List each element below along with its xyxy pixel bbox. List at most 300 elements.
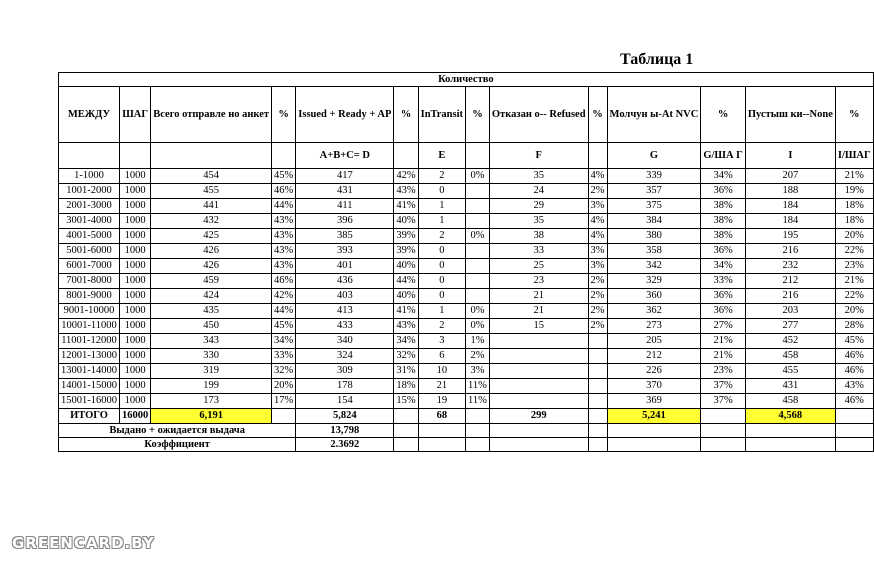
table-cell: 21%: [701, 334, 746, 349]
total-label: ИТОГО: [59, 409, 120, 424]
table-cell: 15%: [394, 394, 418, 409]
table-cell: 21%: [835, 274, 873, 289]
table-cell: 45%: [272, 169, 296, 184]
table-cell: 1000: [120, 169, 151, 184]
col-header-pct3: %: [466, 87, 490, 143]
table-cell: 42%: [272, 289, 296, 304]
table-cell: 458: [745, 349, 835, 364]
table-cell: 21%: [701, 349, 746, 364]
table-cell: 34%: [394, 334, 418, 349]
table-cell: 11001-12000: [59, 334, 120, 349]
table-cell: 33%: [701, 274, 746, 289]
subheader-empty: [588, 143, 607, 169]
table-cell: 1001-2000: [59, 184, 120, 199]
table-cell: 450: [151, 319, 272, 334]
table-cell: 0%: [466, 304, 490, 319]
table-cell: 22%: [835, 244, 873, 259]
col-header-refused: Отказан о-- Refused: [489, 87, 588, 143]
subheader-empty-pct: I/ШАГ: [835, 143, 873, 169]
summary-blank: [607, 438, 701, 452]
table-cell: 1000: [120, 349, 151, 364]
table-cell: 4001-5000: [59, 229, 120, 244]
subheader-empty: [466, 143, 490, 169]
table-cell: 384: [607, 214, 701, 229]
summary-blank: [418, 438, 465, 452]
summary-label: Коэффициент: [59, 438, 296, 452]
table-cell: 43%: [394, 319, 418, 334]
col-header-intransit: InTransit: [418, 87, 465, 143]
summary-value: 2.3692: [296, 438, 394, 452]
table-cell: 8001-9000: [59, 289, 120, 304]
table-cell: 413: [296, 304, 394, 319]
table-cell: 277: [745, 319, 835, 334]
subheader-silent: G: [607, 143, 701, 169]
table-cell: 23%: [835, 259, 873, 274]
table-cell: 36%: [701, 184, 746, 199]
table-row: [59, 229, 874, 244]
table-cell: 4%: [588, 214, 607, 229]
table-cell: 12001-13000: [59, 349, 120, 364]
subheader-issued: A+B+C= D: [296, 143, 394, 169]
table-cell: 195: [745, 229, 835, 244]
table-cell: 232: [745, 259, 835, 274]
subheader-silent-pct: G/ША Г: [701, 143, 746, 169]
table-cell: 3%: [588, 199, 607, 214]
col-header-pct6: %: [835, 87, 873, 143]
table-cell: 380: [607, 229, 701, 244]
subheader-empty: [394, 143, 418, 169]
table-cell: 212: [607, 349, 701, 364]
total-blank: [835, 409, 873, 424]
col-header-sent: Всего отправле но анкет: [151, 87, 272, 143]
table-cell: 342: [607, 259, 701, 274]
summary-blank: [701, 438, 746, 452]
table-cell: 38%: [701, 214, 746, 229]
table-cell: 375: [607, 199, 701, 214]
table-cell: 199: [151, 379, 272, 394]
table-row: [59, 289, 874, 304]
table-cell: 3%: [588, 259, 607, 274]
total-empty-count: 4,568: [745, 409, 835, 424]
table-cell: [489, 394, 588, 409]
subheader-intransit: E: [418, 143, 465, 169]
table-cell: 43%: [272, 244, 296, 259]
table-cell: 10001-11000: [59, 319, 120, 334]
summary-blank: [745, 438, 835, 452]
summary-blank: [394, 438, 418, 452]
summary-value: 13,798: [296, 424, 394, 438]
summary-blank: [835, 424, 873, 438]
table-cell: 1000: [120, 394, 151, 409]
table-cell: 2%: [588, 304, 607, 319]
table-cell: 6: [418, 349, 465, 364]
table-cell: 46%: [835, 349, 873, 364]
table-row: [59, 304, 874, 319]
table-cell: 29: [489, 199, 588, 214]
table-row: [59, 259, 874, 274]
table-cell: 184: [745, 214, 835, 229]
table-cell: [489, 334, 588, 349]
table-cell: [588, 379, 607, 394]
table-cell: 441: [151, 199, 272, 214]
table-cell: 431: [296, 184, 394, 199]
table-cell: 43%: [272, 259, 296, 274]
table-cell: 41%: [394, 304, 418, 319]
table-cell: 0%: [466, 169, 490, 184]
table-cell: 188: [745, 184, 835, 199]
table-cell: [466, 184, 490, 199]
table-cell: 4%: [588, 229, 607, 244]
table-cell: 21: [418, 379, 465, 394]
table-cell: 43%: [272, 214, 296, 229]
subheader-empty: [59, 143, 120, 169]
table-cell: 1: [418, 214, 465, 229]
table-cell: 2%: [588, 274, 607, 289]
table-cell: 426: [151, 259, 272, 274]
table-cell: 21: [489, 304, 588, 319]
table-cell: 15: [489, 319, 588, 334]
table-cell: 44%: [272, 304, 296, 319]
col-header-range: МЕЖДУ: [59, 87, 120, 143]
table-row: [59, 199, 874, 214]
table-cell: 23: [489, 274, 588, 289]
table-cell: 216: [745, 244, 835, 259]
table-cell: 45%: [272, 319, 296, 334]
summary-blank: [701, 424, 746, 438]
table-row: [59, 274, 874, 289]
table-cell: 324: [296, 349, 394, 364]
table-cell: 33: [489, 244, 588, 259]
table-cell: 11%: [466, 379, 490, 394]
table-cell: 309: [296, 364, 394, 379]
table-cell: 40%: [394, 259, 418, 274]
table-cell: 19%: [835, 184, 873, 199]
summary-blank: [588, 438, 607, 452]
table-cell: 17%: [272, 394, 296, 409]
table-cell: 5001-6000: [59, 244, 120, 259]
col-header-pct1: %: [272, 87, 296, 143]
table-row: [59, 394, 874, 409]
table-cell: 403: [296, 289, 394, 304]
table-cell: 36%: [701, 289, 746, 304]
table-cell: 39%: [394, 244, 418, 259]
table-cell: 38%: [701, 199, 746, 214]
table-cell: 424: [151, 289, 272, 304]
table-cell: 455: [745, 364, 835, 379]
table-cell: 1000: [120, 229, 151, 244]
table-cell: 34%: [272, 334, 296, 349]
table-cell: 396: [296, 214, 394, 229]
summary-blank: [394, 424, 418, 438]
table-cell: 1000: [120, 319, 151, 334]
table-cell: 1: [418, 199, 465, 214]
table-cell: 25: [489, 259, 588, 274]
table-cell: 1000: [120, 259, 151, 274]
total-silent: 5,241: [607, 409, 701, 424]
table-cell: 45%: [835, 334, 873, 349]
table-cell: 0%: [466, 229, 490, 244]
table-cell: 7001-8000: [59, 274, 120, 289]
table-cell: 1%: [466, 334, 490, 349]
table-cell: 21%: [835, 169, 873, 184]
table-cell: 20%: [835, 229, 873, 244]
table-cell: 454: [151, 169, 272, 184]
summary-blank: [489, 424, 588, 438]
table-cell: 4%: [588, 169, 607, 184]
table-cell: 43%: [835, 379, 873, 394]
table-cell: 37%: [701, 394, 746, 409]
table-cell: 184: [745, 199, 835, 214]
table-cell: 2: [418, 229, 465, 244]
table-cell: [466, 274, 490, 289]
table-cell: 370: [607, 379, 701, 394]
table-cell: [489, 349, 588, 364]
table-cell: [489, 379, 588, 394]
table-cell: 360: [607, 289, 701, 304]
col-header-pct4: %: [588, 87, 607, 143]
col-header-empty: Пустыш ки--None: [745, 87, 835, 143]
table-cell: 18%: [394, 379, 418, 394]
table-cell: 46%: [272, 184, 296, 199]
table-cell: 38: [489, 229, 588, 244]
table-cell: 2: [418, 169, 465, 184]
table-cell: 15001-16000: [59, 394, 120, 409]
table-row: [59, 364, 874, 379]
table-cell: 36%: [701, 304, 746, 319]
table-cell: 2001-3000: [59, 199, 120, 214]
table-cell: 1000: [120, 379, 151, 394]
table-cell: 432: [151, 214, 272, 229]
subheader-empty: [272, 143, 296, 169]
table-cell: 393: [296, 244, 394, 259]
summary-blank: [835, 438, 873, 452]
table-cell: 1-1000: [59, 169, 120, 184]
table-cell: 3%: [588, 244, 607, 259]
table-cell: 6001-7000: [59, 259, 120, 274]
table-cell: 1000: [120, 289, 151, 304]
table-cell: 3: [418, 334, 465, 349]
table-cell: 18%: [835, 214, 873, 229]
table-cell: 411: [296, 199, 394, 214]
total-empty: [466, 409, 490, 424]
table-cell: 13001-14000: [59, 364, 120, 379]
table-cell: [588, 394, 607, 409]
table-cell: 34%: [701, 259, 746, 274]
table-cell: 339: [607, 169, 701, 184]
table-cell: 0: [418, 259, 465, 274]
table-title: Таблица 1: [620, 51, 694, 68]
table-cell: 0: [418, 184, 465, 199]
total-empty: [394, 409, 418, 424]
table-cell: 39%: [394, 229, 418, 244]
table-cell: 452: [745, 334, 835, 349]
table-cell: 37%: [701, 379, 746, 394]
table-cell: 11%: [466, 394, 490, 409]
table-cell: 0: [418, 274, 465, 289]
col-header-pct2: %: [394, 87, 418, 143]
total-row: [59, 409, 874, 424]
table-cell: 369: [607, 394, 701, 409]
table-cell: 44%: [394, 274, 418, 289]
table-cell: 31%: [394, 364, 418, 379]
table-cell: 173: [151, 394, 272, 409]
summary-blank: [466, 424, 490, 438]
table-cell: 22%: [835, 289, 873, 304]
summary-row: [59, 424, 874, 438]
table-cell: 1000: [120, 334, 151, 349]
table-cell: 319: [151, 364, 272, 379]
table-cell: 425: [151, 229, 272, 244]
table-cell: [466, 244, 490, 259]
table-cell: 1000: [120, 199, 151, 214]
subheader-empty: [151, 143, 272, 169]
table-row: [59, 334, 874, 349]
total-refused: 299: [489, 409, 588, 424]
total-sent: 6,191: [151, 409, 272, 424]
table-cell: 2: [418, 319, 465, 334]
table-cell: 18%: [835, 199, 873, 214]
table-cell: 2%: [588, 184, 607, 199]
table-cell: 458: [745, 394, 835, 409]
table-cell: 329: [607, 274, 701, 289]
col-header-step: ШАГ: [120, 87, 151, 143]
table-cell: 2%: [588, 319, 607, 334]
total-step: 16000: [120, 409, 151, 424]
table-cell: 38%: [701, 229, 746, 244]
table-cell: 2%: [588, 289, 607, 304]
table-row: [59, 214, 874, 229]
table-cell: 216: [745, 289, 835, 304]
total-intransit: 68: [418, 409, 465, 424]
table-cell: 205: [607, 334, 701, 349]
total-empty: [272, 409, 296, 424]
table-cell: 1000: [120, 274, 151, 289]
table-cell: 1000: [120, 304, 151, 319]
table-cell: 431: [745, 379, 835, 394]
table-cell: 435: [151, 304, 272, 319]
table-cell: 40%: [394, 289, 418, 304]
table-cell: 36%: [701, 244, 746, 259]
table-row: [59, 244, 874, 259]
table-cell: 41%: [394, 199, 418, 214]
table-cell: 226: [607, 364, 701, 379]
table-cell: 24: [489, 184, 588, 199]
table-cell: 14001-15000: [59, 379, 120, 394]
table-cell: 3001-4000: [59, 214, 120, 229]
table-cell: [466, 259, 490, 274]
table-cell: 1000: [120, 244, 151, 259]
table-cell: 340: [296, 334, 394, 349]
total-empty: [588, 409, 607, 424]
table-cell: 1000: [120, 364, 151, 379]
table-cell: [466, 214, 490, 229]
table-cell: 40%: [394, 214, 418, 229]
table-cell: 32%: [394, 349, 418, 364]
table-cell: 21: [489, 289, 588, 304]
table-row: [59, 319, 874, 334]
table-cell: 42%: [394, 169, 418, 184]
table-cell: 330: [151, 349, 272, 364]
table-cell: 1: [418, 304, 465, 319]
table-row: [59, 379, 874, 394]
table-cell: 33%: [272, 349, 296, 364]
table-cell: 44%: [272, 199, 296, 214]
table-cell: 27%: [701, 319, 746, 334]
summary-blank: [418, 424, 465, 438]
table-cell: 1000: [120, 184, 151, 199]
subheader-empty-col: I: [745, 143, 835, 169]
table-cell: 401: [296, 259, 394, 274]
table-cell: 1000: [120, 214, 151, 229]
table-cell: 433: [296, 319, 394, 334]
table-cell: [588, 334, 607, 349]
summary-blank: [745, 424, 835, 438]
table-cell: 46%: [835, 394, 873, 409]
table-cell: [489, 364, 588, 379]
table-cell: 19: [418, 394, 465, 409]
table-cell: 358: [607, 244, 701, 259]
table-cell: 426: [151, 244, 272, 259]
table-cell: 212: [745, 274, 835, 289]
table-cell: 32%: [272, 364, 296, 379]
table-cell: 2%: [466, 349, 490, 364]
table-cell: 35: [489, 214, 588, 229]
subheader-empty: [120, 143, 151, 169]
table-cell: 459: [151, 274, 272, 289]
col-header-silent: Молчун ы-At NVC: [607, 87, 701, 143]
table-cell: 0: [418, 244, 465, 259]
summary-blank: [489, 438, 588, 452]
table-cell: 362: [607, 304, 701, 319]
table-cell: 3%: [466, 364, 490, 379]
table-cell: 203: [745, 304, 835, 319]
table-cell: 178: [296, 379, 394, 394]
table-cell: 43%: [272, 229, 296, 244]
table-cell: 46%: [835, 364, 873, 379]
table-cell: [466, 199, 490, 214]
table-cell: 436: [296, 274, 394, 289]
table-cell: 9001-10000: [59, 304, 120, 319]
table-cell: 455: [151, 184, 272, 199]
table-cell: 34%: [701, 169, 746, 184]
summary-blank: [607, 424, 701, 438]
table-row: [59, 184, 874, 199]
table-cell: 154: [296, 394, 394, 409]
table-cell: [466, 289, 490, 304]
table-cell: [588, 364, 607, 379]
table-cell: 10: [418, 364, 465, 379]
col-header-issued: Issued + Ready + AP: [296, 87, 394, 143]
table-cell: 0: [418, 289, 465, 304]
table-cell: 20%: [835, 304, 873, 319]
table-cell: 23%: [701, 364, 746, 379]
table-cell: 343: [151, 334, 272, 349]
table-cell: 417: [296, 169, 394, 184]
group-header: Количество: [59, 73, 874, 87]
subheader-refused: F: [489, 143, 588, 169]
table-cell: 357: [607, 184, 701, 199]
table-row: [59, 169, 874, 184]
table-cell: [588, 349, 607, 364]
col-header-pct5: %: [701, 87, 746, 143]
table-cell: 43%: [394, 184, 418, 199]
table-cell: 35: [489, 169, 588, 184]
watermark: GREENCARD.BY: [12, 534, 155, 552]
summary-blank: [588, 424, 607, 438]
table-cell: 20%: [272, 379, 296, 394]
total-issued: 5,824: [296, 409, 394, 424]
summary-label: Выдано + ожидается выдача: [59, 424, 296, 438]
